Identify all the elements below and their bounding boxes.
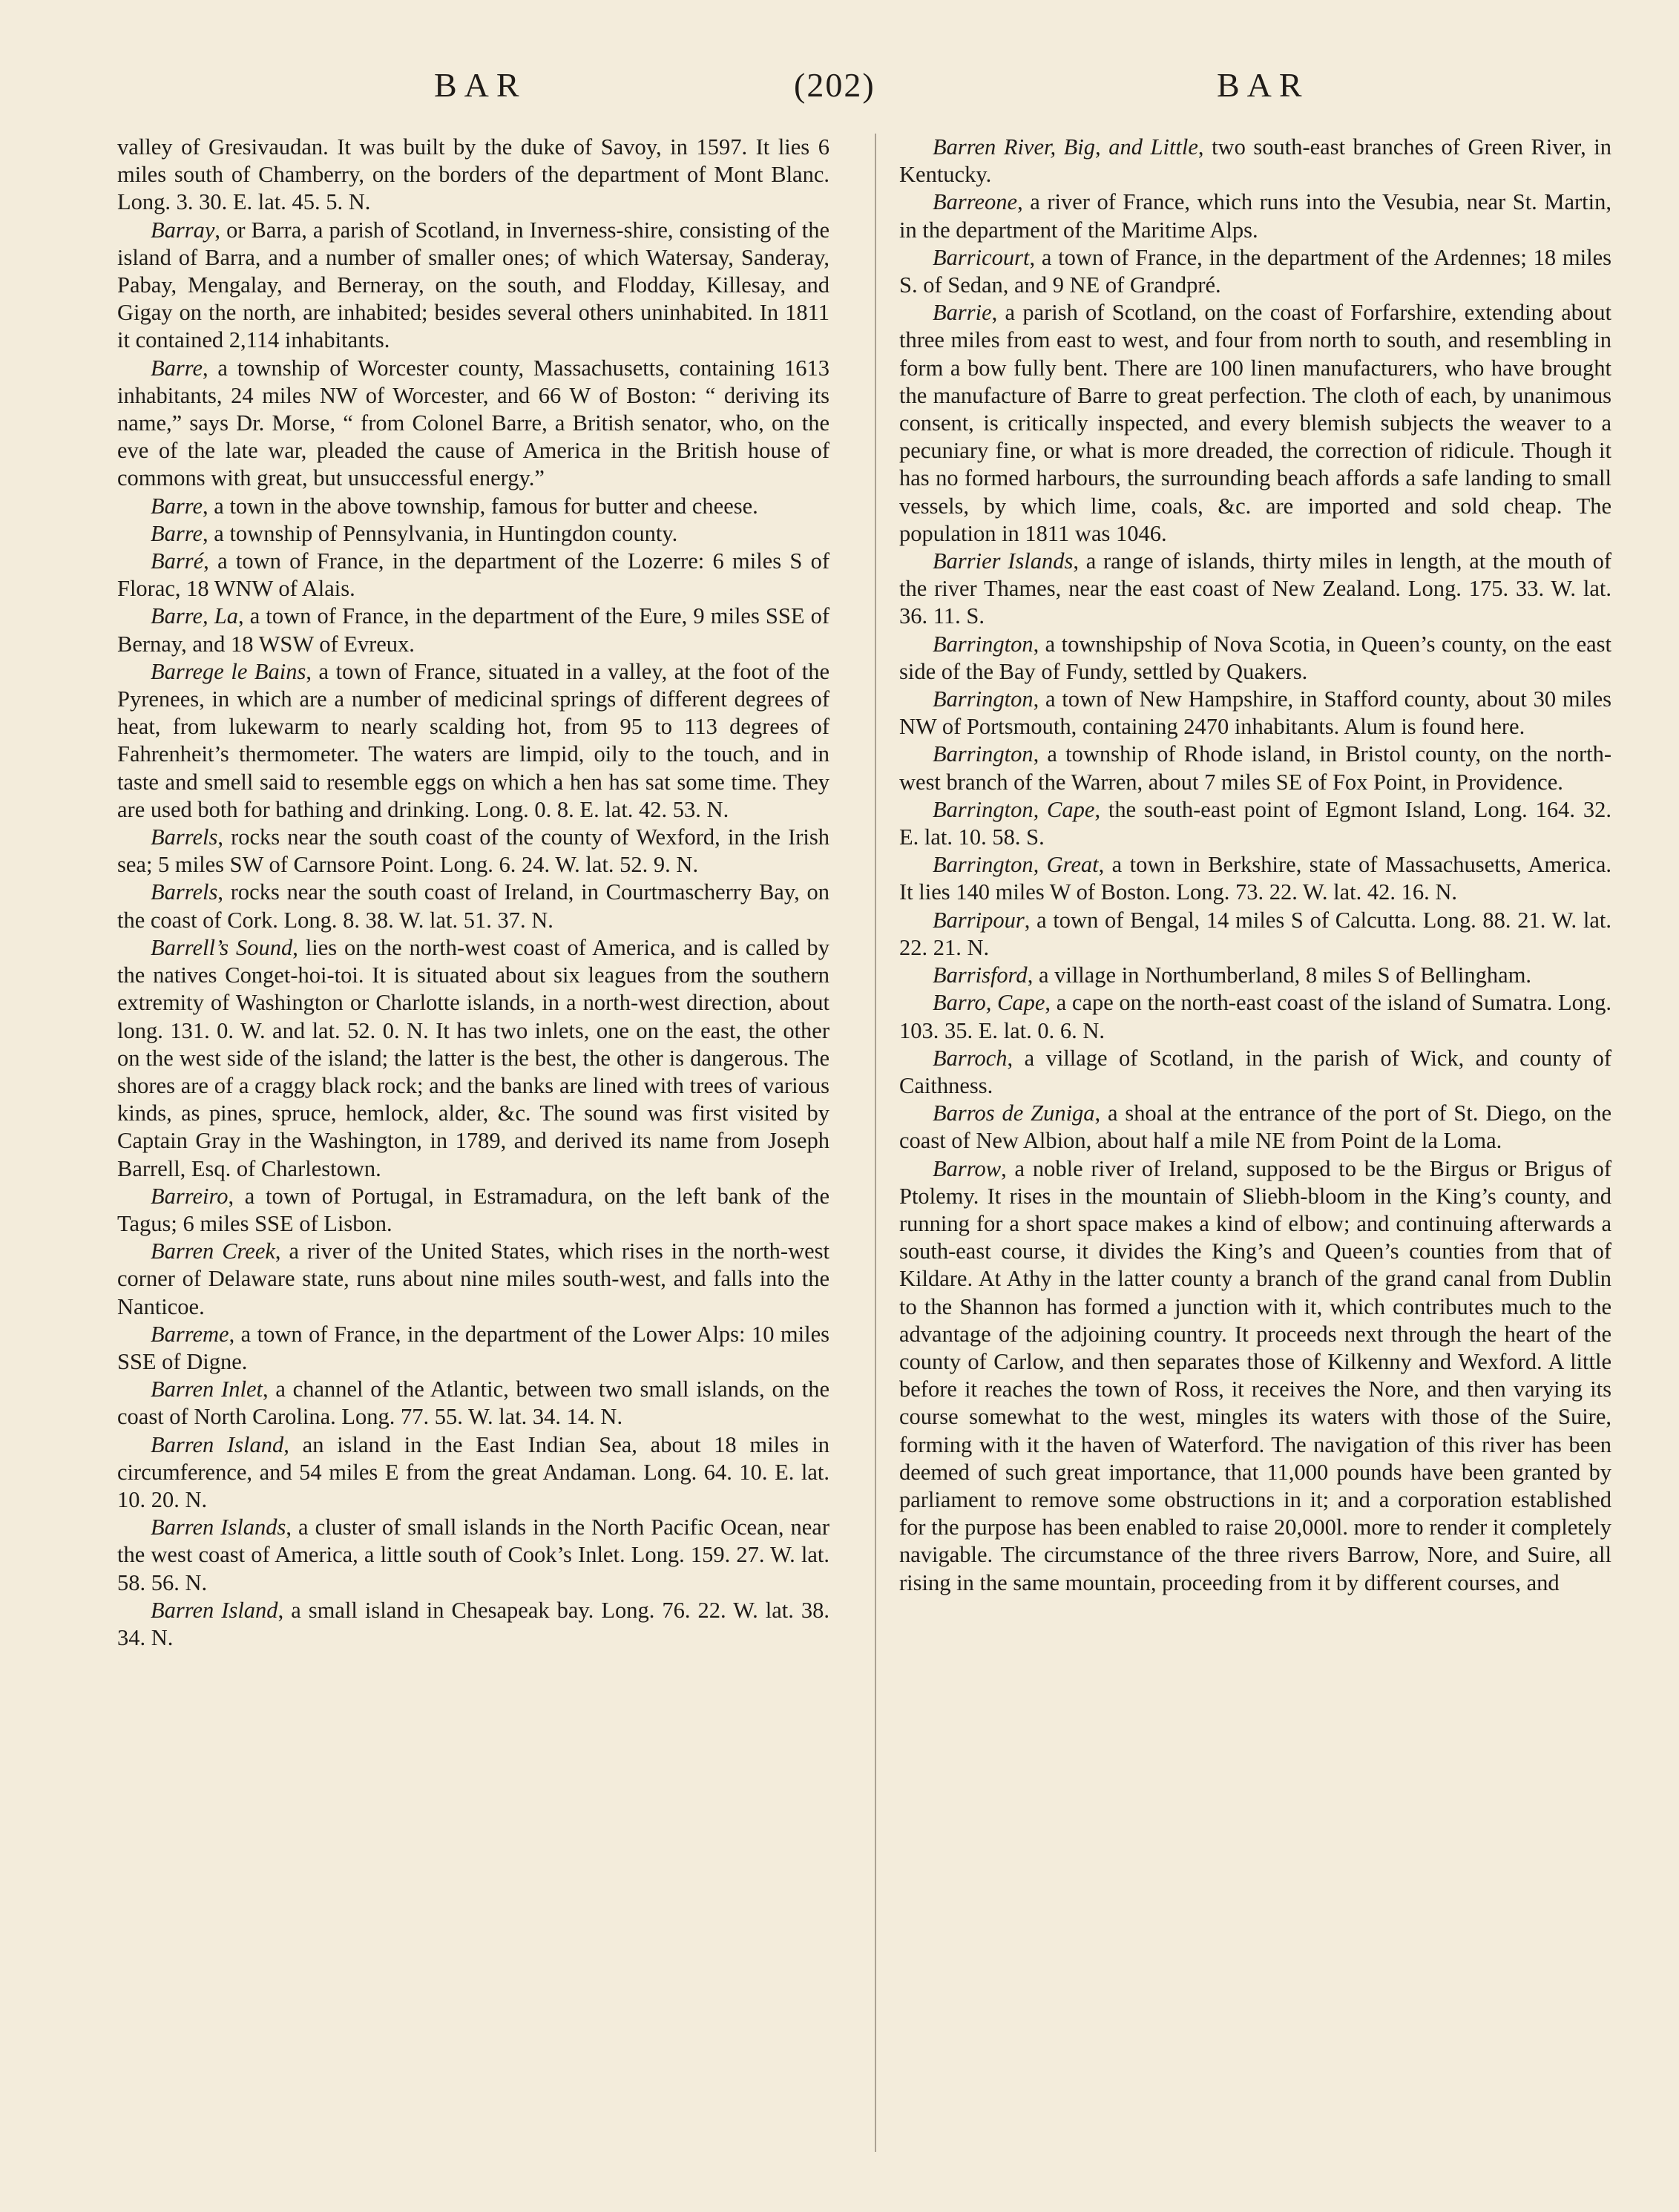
dictionary-entry: [117, 520, 829, 548]
entry-headword: Barroch: [933, 1045, 1008, 1071]
entry-text: , a town of France, in the department of the Lower Alps: 10 miles SSE of Digne.: [117, 1321, 829, 1374]
dictionary-entry: [899, 299, 1611, 548]
dictionary-entry: [899, 244, 1611, 299]
dictionary-entry: [117, 824, 829, 879]
column-divider: [875, 134, 876, 2152]
entry-headword: Barré: [151, 548, 204, 574]
entry-headword: Barrier Islands: [933, 548, 1074, 574]
entry-headword: Barren Islands: [151, 1514, 286, 1540]
entry-text: , a range of islands, thirty miles in length, at the mouth of the river Thames, near the east coast of New Zealand. Long. 175. 33. W. lat. 36. 11. S.: [899, 548, 1611, 629]
entry-headword: Barricourt: [933, 244, 1030, 270]
entry-text: , a township of Rhode island, in Bristol county, on the north-west branch of the Warren, about 7 miles SE of Fox Point, in Providence.: [899, 741, 1611, 795]
entry-text: , a shoal at the entrance of the port of St. Diego, on the coast of New Albion, about half a mile NE from Point de la Loma.: [899, 1100, 1611, 1154]
dictionary-entry: [899, 796, 1611, 851]
entry-text: , rocks near the south coast of Ireland, in Courtmascherry Bay, on the coast of Cork. Long. 8. 38. W. lat. 51. 37. N.: [117, 879, 829, 933]
left-column: [117, 134, 829, 1652]
entry-headword: Barrow: [933, 1155, 1002, 1181]
dictionary-entry: [117, 1321, 829, 1376]
entry-headword: Barrege le Bains: [151, 658, 306, 684]
entry-headword: Barre: [151, 520, 203, 546]
dictionary-entry: [899, 631, 1611, 686]
dictionary-entry: [117, 1376, 829, 1431]
entry-headword: Barreone: [933, 189, 1018, 215]
entry-text: , a town of Bengal, 14 miles S of Calcutta. Long. 88. 21. W. lat. 22. 21. N.: [899, 907, 1611, 960]
entry-headword: Barren Island: [151, 1597, 278, 1623]
entry-headword: Barrington: [933, 686, 1034, 712]
entry-headword: Barre, La: [151, 603, 238, 629]
dictionary-entry: [117, 355, 829, 493]
entry-text: , lies on the north-west coast of America, and is called by the natives Conget-hoi-toi. It is situated about six leagues from the southern extremity of Washington or Charlotte islands, in a north-west direction, about long. 131. 0. W. and lat. 52. 0. N. It has two inlets, one on the east, the other on the west side of the island; the latter is the best, the other is dangerous. The shores are of a craggy black rock; and the banks are lined with trees of various kinds, as pines, spruce, hemlock, alder, &c. The sound was first visited by Captain Gray in the Washington, in 1789, and derived its name from Joseph Barrell, Esq. of Charlestown.: [117, 934, 829, 1181]
entry-headword: Barros de Zuniga: [933, 1100, 1095, 1126]
entry-text: , a town in Berkshire, state of Massachusetts, America. It lies 140 miles W of Boston. Long. 73. 22. W. lat. 42. 16. N.: [899, 852, 1611, 905]
entry-text: , a town of France, in the department of the Eure, 9 miles SSE of Bernay, and 18 WSW of Evreux.: [117, 603, 829, 657]
entry-headword: Barre: [151, 355, 203, 381]
dictionary-entry: [117, 934, 829, 1183]
entry-text: , a town of France, situated in a valley, at the foot of the Pyrenees, in which are a number of medicinal springs of different degrees of heat, from lukewarm to nearly scalding hot, from 95 to 113 degrees of Fahrenheit’s thermometer. The waters are limpid, oily to the touch, and in taste and smell said to resemble eggs on which a hen has sat some time. They are used both for bathing and drinking. Long. 0. 8. E. lat. 42. 53. N.: [117, 658, 829, 822]
entry-text: , a township of Pennsylvania, in Huntingdon county.: [203, 520, 678, 546]
dictionary-entry: [117, 1597, 829, 1652]
entry-headword: Barrisford: [933, 962, 1028, 988]
entry-text: , a town of France, in the department of the Ardennes; 18 miles S. of Sedan, and 9 NE of Grandpré.: [899, 244, 1611, 298]
entry-text: , a parish of Scotland, on the coast of Forfarshire, extending about three miles from east to west, and four from north to south, and resembling in form a bow fully bent. There are 100 linen manufacturers, who have brought the manufacture of Barre to great perfection. The cloth of each, by unanimous consent, is critically inspected, and every blemish subjects the weaver to a pecuniary fine, or what is more dreaded, the correction of ridicule. Though it has no formed harbours, the surrounding beach affords a safe landing to small vessels, by which lime, coals, &c. are imported and sold cheap. The population in 1811 was 1046.: [899, 300, 1611, 546]
dictionary-entry: [117, 134, 829, 217]
entry-headword: Barrels: [151, 879, 218, 905]
entry-text: valley of Gresivaudan. It was built by the duke of Savoy, in 1597. It lies 6 miles south of Chamberry, on the borders of the department of Mont Blanc. Long. 3. 30. E. lat. 45. 5. N.: [117, 134, 829, 215]
entry-text: , a cape on the north-east coast of the island of Sumatra. Long. 103. 35. E. lat. 0. 6. N.: [899, 990, 1611, 1043]
entry-headword: Barrie: [933, 300, 992, 326]
entry-text: , a town in the above township, famous for butter and cheese.: [203, 493, 758, 519]
dictionary-entry: [899, 1100, 1611, 1155]
running-head-left: BAR: [434, 66, 527, 104]
dictionary-entry: [899, 907, 1611, 962]
entry-text: , an island in the East Indian Sea, about 18 miles in circumference, and 54 miles E from the great Andaman. Long. 64. 10. E. lat. 10. 20. N.: [117, 1431, 829, 1512]
dictionary-entry: [899, 989, 1611, 1044]
entry-text: , a town of New Hampshire, in Stafford county, about 30 miles NW of Portsmouth, containing 2470 inhabitants. Alum is found here.: [899, 686, 1611, 740]
dictionary-entry: [899, 188, 1611, 243]
entry-headword: Barrington: [933, 631, 1034, 657]
page-header: [0, 65, 1679, 117]
entry-text: , a township of Worcester county, Massachusetts, containing 1613 inhabitants, 24 miles NW of Worcester, and 66 W of Boston: “ deriving its name,” says Dr. Morse, “ from Colonel Barre, a British senator, who, on the eve of the late war, pleaded the cause of America in the British house of commons with great, but unsuccessful energy.”: [117, 355, 829, 491]
dictionary-entry: [117, 217, 829, 355]
entry-text: , rocks near the south coast of the county of Wexford, in the Irish sea; 5 miles SW of Carnsore Point. Long. 6. 24. W. lat. 52. 9. N.: [117, 824, 829, 878]
dictionary-entry: [117, 603, 829, 657]
entry-headword: Barripour: [933, 907, 1025, 933]
dictionary-entry: [117, 658, 829, 824]
running-head-right: BAR: [1217, 66, 1310, 104]
page-number: (202): [794, 66, 875, 104]
entry-text: , the south-east point of Egmont Island, Long. 164. 32. E. lat. 10. 58. S.: [899, 796, 1612, 850]
dictionary-entry: [899, 1155, 1611, 1597]
entry-text: , or Barra, a parish of Scotland, in Inverness-shire, consisting of the island of Barra, and a number of smaller ones; of which Watersay, Sanderay, Pabay, Mengalay, and Berneray, on the south, and Flodday, Killesay, and Gigay on the north, are inhabited; besides several others uninhabited. In 1811 it contained 2,114 inhabitants.: [117, 217, 829, 353]
entry-text: , a small island in Chesapeak bay. Long. 76. 22. W. lat. 38. 34. N.: [117, 1597, 830, 1650]
entry-text: , a town of Portugal, in Estramadura, on the left bank of the Tagus; 6 miles SSE of Lisbon.: [117, 1183, 829, 1236]
entry-headword: Barro, Cape: [933, 990, 1045, 1016]
entry-headword: Barrington, Cape: [933, 796, 1095, 822]
entry-text: , a river of the United States, which rises in the north-west corner of Delaware state, runs about nine miles south-west, and falls into the Nanticoe.: [117, 1238, 829, 1319]
dictionary-entry: [117, 548, 829, 603]
dictionary-entry: [117, 1514, 829, 1597]
entry-text: , a cluster of small islands in the North Pacific Ocean, near the west coast of America, a little south of Cook’s Inlet. Long. 159. 27. W. lat. 58. 56. N.: [117, 1514, 829, 1595]
entry-headword: Barren River, Big, and Little: [933, 134, 1198, 160]
entry-headword: Barray: [151, 217, 215, 243]
dictionary-entry: [899, 686, 1611, 741]
entry-text: , a town of France, in the department of the Lozerre: 6 miles S of Florac, 18 WNW of Alais.: [117, 548, 829, 602]
entry-text: , a channel of the Atlantic, between two small islands, on the coast of North Carolina. Long. 77. 55. W. lat. 34. 14. N.: [117, 1376, 829, 1430]
entry-headword: Barrington: [933, 741, 1034, 767]
entry-headword: Barrels: [151, 824, 218, 850]
entry-text: , a river of France, which runs into the Vesubia, near St. Martin, in the department of the Maritime Alps.: [899, 189, 1611, 243]
dictionary-entry: [117, 879, 829, 933]
entry-text: , two south-east branches of Green River, in Kentucky.: [899, 134, 1611, 188]
dictionary-entry: [117, 493, 829, 520]
entry-headword: Barren Island: [151, 1431, 284, 1457]
entry-headword: Barren Inlet: [151, 1376, 263, 1402]
dictionary-entry: [117, 1238, 829, 1321]
entry-text: , a village of Scotland, in the parish of Wick, and county of Caithness.: [899, 1045, 1611, 1098]
entry-text: , a townshipship of Nova Scotia, in Queen’s county, on the east side of the Bay of Fundy, settled by Quakers.: [899, 631, 1611, 684]
dictionary-entry: [899, 962, 1611, 989]
dictionary-entry: [899, 851, 1611, 906]
entry-text: , a village in Northumberland, 8 miles S of Bellingham.: [1027, 962, 1532, 988]
entry-headword: Barrell’s Sound: [151, 934, 293, 960]
entry-headword: Barreme: [151, 1321, 229, 1347]
entry-headword: Barre: [151, 493, 203, 519]
dictionary-entry: [899, 548, 1611, 631]
entry-text: , a noble river of Ireland, supposed to be the Birgus or Brigus of Ptolemy. It rises in the mountain of Sliebh-bloom in the King’s county, and running for a short space makes a kind of elbow; and continuing afterwards a south-east course, it divides the King’s and Queen’s counties from that of Kildare. At Athy in the latter county a branch of the grand canal from Dublin to the Shannon has formed a junction with it, which contributes much to the advantage of the adjoining country. It proceeds next through the heart of the county of Carlow, and then separates those of Kilkenny and Wexford. A little before it reaches the town of Ross, it receives the Nore, and then varying its course somewhat to the west, mingles its waters with those of the Suire, forming with it the haven of Waterford. The navigation of this river has been deemed of such great importance, that 11,000 pounds have been granted by parliament to remove some obstructions in it; and a corporation established for the purpose has been enabled to raise 20,000l. more to render it completely navigable. The circumstance of the three rivers Barrow, Nore, and Suire, all rising in the same mountain, proceeding from it by different courses, and: [899, 1155, 1611, 1595]
entry-headword: Barrington, Great: [933, 852, 1099, 878]
right-column: [899, 134, 1611, 1597]
dictionary-entry: [117, 1431, 829, 1514]
entry-headword: Barreiro: [151, 1183, 229, 1209]
dictionary-entry: [899, 1045, 1611, 1100]
dictionary-entry: [899, 134, 1611, 188]
entry-headword: Barren Creek: [151, 1238, 275, 1264]
dictionary-entry: [899, 741, 1611, 795]
dictionary-entry: [117, 1183, 829, 1238]
